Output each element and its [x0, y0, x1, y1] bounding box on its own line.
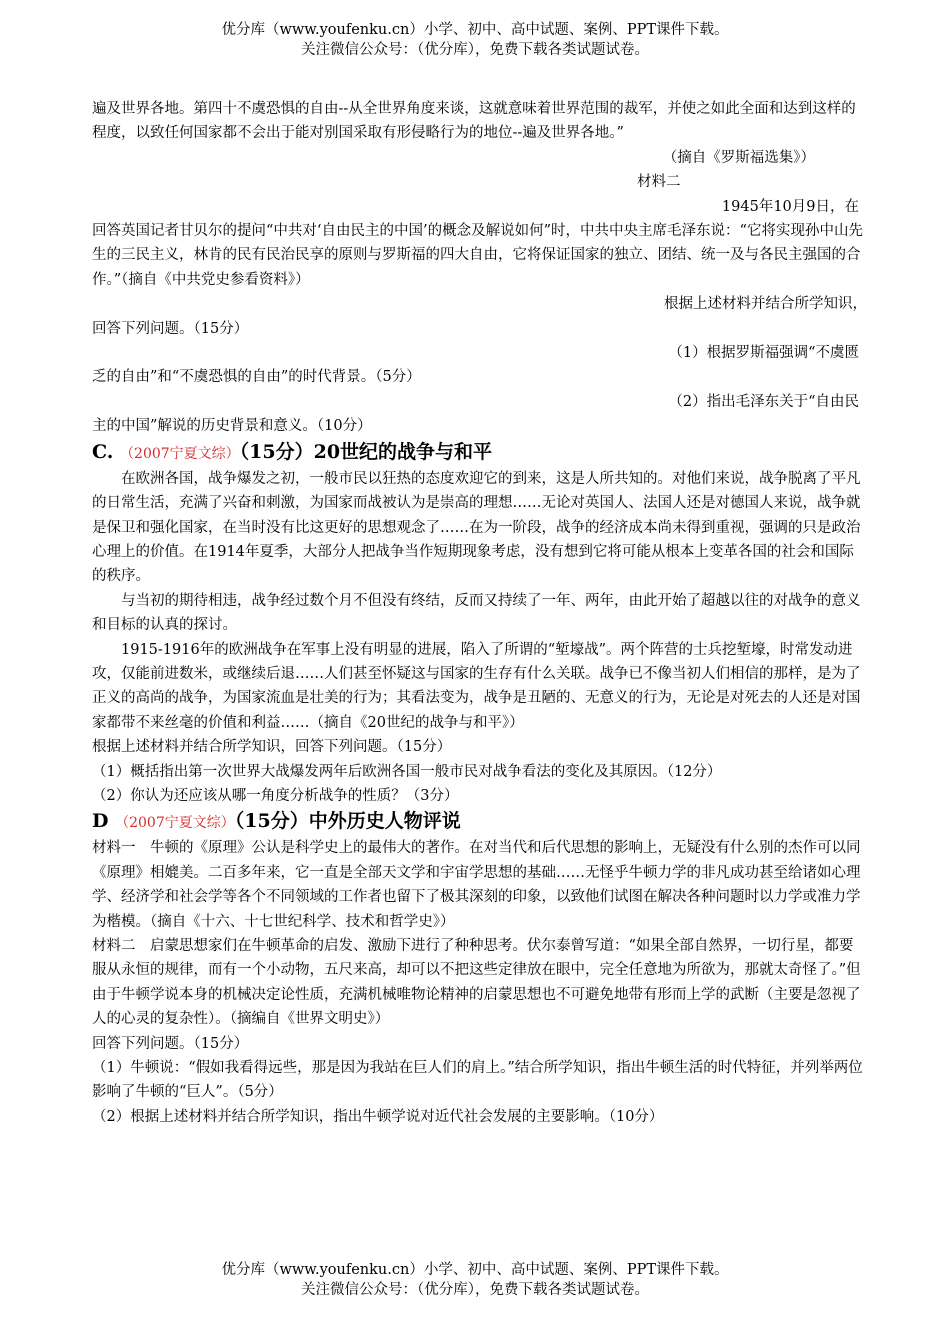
section-c-prompt: 根据上述材料并结合所学知识，回答下列问题。（15分）	[92, 739, 452, 756]
section-c-letter: C.	[92, 440, 114, 463]
document-body	[92, 97, 867, 1129]
header-line-1: 优分库（www.youfenku.cn）小学、初中、高中试题、案例、PPT课件下载。	[221, 22, 729, 38]
section-d-heading	[92, 808, 867, 836]
section-c-para-1: 在欧洲各国，战争爆发之初，一般市民以狂热的态度欢迎它的到来，这是人所共知的。对他们来说，战争脱离了平凡的日常生活，充满了兴奋和刺激，为国家而战被认为是崇高的理想……无论对英国人、法国人还是对德国人来说，战争就是保卫和强化国家，在当时没有比这更好的思想观念了……在为一阶段，战争的经济成本尚未得到重视，强调的只是政治心理上的价值。在1914年夏季，大部分人把战争当作短期现象考虑，没有想到它将可能从根本上变革各国的社会和国际的秩序。	[92, 470, 861, 585]
part-b-q2-b: 主的中国”解说的历史背景和意义。（10分）	[92, 418, 372, 435]
header-line-2: 关注微信公众号：（优分库），免费下载各类试题试卷。	[301, 42, 649, 58]
part-b-prompt-b: 回答下列问题。（15分）	[92, 320, 249, 337]
part-b-source: （摘自《罗斯福选集》）	[662, 149, 815, 166]
section-d-letter: D	[92, 810, 109, 833]
section-d-material-2: 材料二 启蒙思想家们在牛顿革命的启发、激励下进行了种种思考。伏尔泰曾写道：“如果全部自然界，一切行星，都要服从永恒的规律，而有一个小动物，五尺来高，却可以不把这些定律放在眼中，完全任意地为所欲为，那就太奇怪了。”但由于牛顿学说本身的机械决定论性质，充满机械唯物论精神的启蒙思想也不可避免地带有形而上学的武断（主要是忽视了人的心灵的复杂性）。（摘编自《世界文明史》）	[92, 938, 861, 1028]
section-d-tag: （2007宁夏文综）	[115, 815, 235, 832]
page-header	[0, 20, 950, 60]
part-b-prompt-a: 根据上述材料并结合所学知识，	[664, 296, 867, 313]
section-c-para-3: 1915-1916年的欧洲战争在军事上没有明显的进展，陷入了所谓的“堑壕战”。两个阵营的士兵挖堑壕，时常发动进攻，仅能前进数米，或继续后退……人们甚至怀疑这与国家的生存有什么关联。战争已不像当初人们相信的那样，是为了正义的高尚的战争，为国家流血是壮美的行为；其看法变为，战争是丑陋的、无意义的行为，无论是对死去的人还是对国家都带不来丝毫的价值和利益……（摘自《20世纪的战争与和平》）	[92, 641, 861, 731]
date-line: 1945年10月9日，在	[721, 198, 859, 215]
section-c-para-2: 与当初的期待相违，战争经过数个月不但没有终结，反而又持续了一年、两年，由此开始了超越以往的对战争的意义和目标的认真的探讨。	[92, 592, 861, 634]
part-b-q1-b: 乏的自由”和“不虞恐惧的自由”的时代背景。（5分）	[92, 369, 421, 386]
footer-line-2: 关注微信公众号：（优分库），免费下载各类试题试卷。	[301, 1282, 649, 1298]
section-c-q2: （2）你认为还应该从哪一角度分析战争的性质？（3分）	[92, 787, 459, 804]
part-b-paragraph: 遍及世界各地。第四十不虞恐惧的自由--从全世界角度来谈，这就意味着世界范围的裁军，并使之如此全面和达到这样的程度，以致任何国家都不会出于能对别国采取有形侵略行为的地位--遍及世界各地。”	[92, 101, 856, 142]
section-d-prompt: 回答下列问题。（15分）	[92, 1035, 249, 1052]
section-d-q1: （1）牛顿说：“假如我看得远些，那是因为我站在巨人们的肩上。”结合所学知识，指出牛顿生活的时代特征，并列举两位影响了牛顿的“巨人”。（5分）	[92, 1060, 863, 1101]
section-c-heading	[92, 439, 867, 467]
part-b-material-2: 回答英国记者甘贝尔的提问“中共对‘自由民主的中国’的概念及解说如何”时，中共中央主席毛泽东说：“它将实现孙中山先生的三民主义，林肯的民有民治民享的原则与罗斯福的四大自由，它将保证国家的独立、团结、统一及与各民主强国的合作。”（摘自《中共党史参看资料》）	[92, 223, 863, 288]
section-d-title: （15分）中外历史人物评说	[234, 810, 461, 833]
material-2-label: 材料二	[637, 174, 681, 191]
part-b-q1-a: （1）根据罗斯福强调“不虞匮	[668, 345, 859, 362]
section-d-q2: （2）根据上述材料并结合所学知识，指出牛顿学说对近代社会发展的主要影响。（10分）	[92, 1108, 664, 1125]
section-c-title: （15分）20世纪的战争与和平	[239, 440, 493, 463]
section-d-material-1: 材料一 牛顿的《原理》公认是科学史上的最伟大的著作。在对当代和后代思想的影响上，无疑没有什么别的杰作可以同《原理》相媲美。二百多年来，它一直是全部天文学和宇宙学思想的基础……无怪乎牛顿力学的非凡成功甚至给诸如心理学、经济学和社会学等各个不同领域的工作者也留下了极其深刻的印象，以致他们试图在解决各种问题时以力学或准力学为楷模。（摘自《十六、十七世纪科学、技术和哲学史》）	[92, 840, 861, 930]
section-c-tag: （2007宁夏文综）	[120, 445, 240, 462]
part-b-q2-a: （2）指出毛泽东关于“自由民	[668, 393, 859, 410]
page-footer	[0, 1260, 950, 1300]
section-c-q1: （1）概括指出第一次世界大战爆发两年后欧洲各国一般市民对战争看法的变化及其原因。（12分）	[92, 763, 722, 780]
footer-line-1: 优分库（www.youfenku.cn）小学、初中、高中试题、案例、PPT课件下载。	[221, 1262, 729, 1278]
